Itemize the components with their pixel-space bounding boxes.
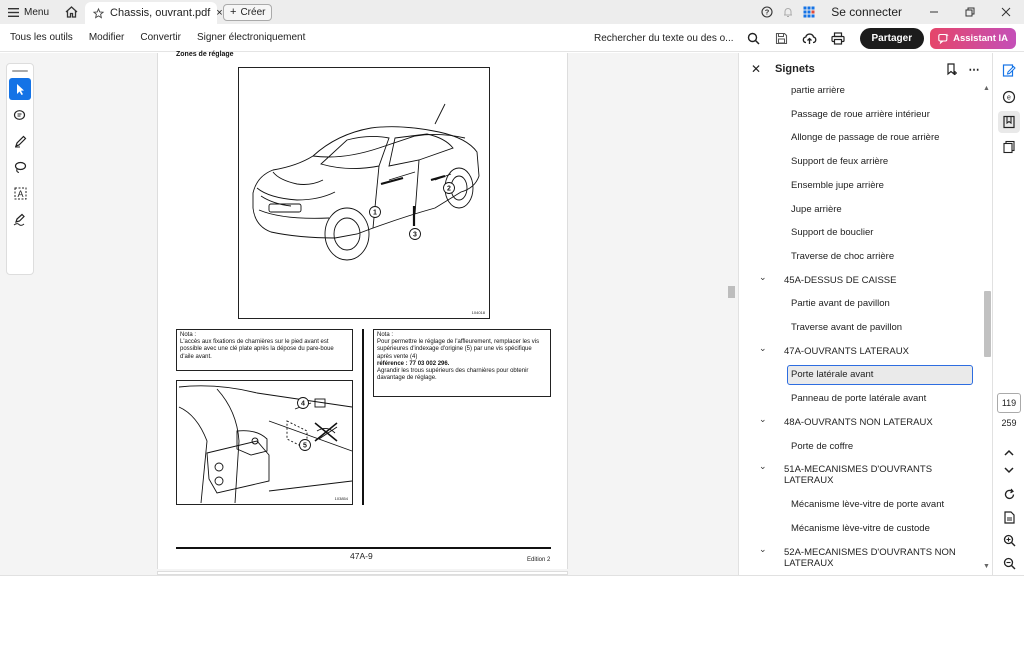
home-button[interactable] bbox=[57, 0, 85, 24]
zoom-out-button[interactable] bbox=[998, 552, 1020, 574]
zoom-in-button[interactable] bbox=[998, 529, 1020, 551]
tab-title: Chassis, ouvrant.pdf bbox=[110, 7, 211, 19]
page-number: 47A-9 bbox=[350, 551, 373, 561]
document-scrollbar[interactable] bbox=[727, 53, 736, 575]
star-icon[interactable] bbox=[93, 8, 104, 19]
chevron-down-icon bbox=[1004, 467, 1014, 474]
current-page-input[interactable]: 119 bbox=[997, 393, 1021, 413]
svg-text:?: ? bbox=[764, 7, 770, 17]
text-box-icon bbox=[14, 187, 27, 200]
chevron-up-icon bbox=[1004, 449, 1014, 456]
text-tool[interactable] bbox=[9, 182, 31, 204]
hinge-illustration bbox=[177, 381, 352, 504]
scroll-up-arrow[interactable]: ▲ bbox=[983, 85, 990, 92]
restore-icon bbox=[965, 7, 975, 17]
menu-label: Menu bbox=[24, 6, 50, 18]
expand-chevron-icon[interactable]: ⌄ bbox=[759, 413, 767, 424]
note-1-text: Nota : L'accès aux fixations de charnières sur le pied avant est possible avec une clé plate après la dépose du pare-boue d'aile avant. bbox=[180, 332, 334, 360]
plus-icon: + bbox=[230, 6, 237, 18]
zoom-out-icon bbox=[1003, 557, 1016, 570]
draw-tool[interactable] bbox=[9, 130, 31, 152]
create-button[interactable] bbox=[223, 4, 272, 21]
rotate-button[interactable] bbox=[998, 483, 1020, 505]
bookmark-section[interactable]: 48A-OUVRANTS NON LATERAUX bbox=[784, 416, 933, 428]
bookmark-item[interactable]: Mécanisme lève-vitre de custode bbox=[791, 522, 930, 534]
car-figure bbox=[238, 67, 490, 319]
toolbar-right bbox=[594, 24, 1016, 52]
title-bar bbox=[0, 0, 1024, 24]
ai-assistant-label: Assistant IA bbox=[953, 32, 1008, 44]
menu-all-tools[interactable]: Tous les outils bbox=[10, 32, 73, 43]
search-icon[interactable] bbox=[742, 26, 766, 50]
bookmark-item[interactable]: partie arrière bbox=[791, 85, 845, 96]
figure-1-id: 104018 bbox=[471, 310, 485, 315]
hamburger-icon bbox=[8, 8, 19, 17]
expand-chevron-icon[interactable]: ⌄ bbox=[759, 271, 767, 282]
right-rail bbox=[992, 53, 1024, 575]
pencil-icon bbox=[14, 135, 27, 148]
bookmark-item[interactable]: Support de feux arrière bbox=[791, 156, 889, 168]
comment-tool[interactable] bbox=[9, 104, 31, 126]
figure-2-id: 103854 bbox=[334, 496, 348, 501]
hinge-figure bbox=[176, 380, 353, 505]
edition-label: Edition 2 bbox=[527, 557, 551, 563]
bell-icon[interactable] bbox=[777, 0, 798, 24]
signature-pen-icon bbox=[13, 213, 27, 226]
add-bookmark-icon[interactable] bbox=[941, 63, 963, 76]
lasso-tool[interactable] bbox=[9, 156, 31, 178]
expand-chevron-icon[interactable]: ⌄ bbox=[759, 342, 767, 353]
total-pages: 259 bbox=[1001, 418, 1017, 428]
bookmarks-header bbox=[739, 53, 993, 85]
svg-text:e: e bbox=[1007, 94, 1011, 102]
menu-button[interactable] bbox=[0, 0, 57, 24]
callout-3: 3 bbox=[413, 231, 417, 239]
quick-tools-bar bbox=[6, 63, 34, 275]
bookmark-section[interactable]: 51A-MECANISMES D'OUVRANTS LATERAUX bbox=[784, 464, 933, 487]
bookmark-item[interactable]: Traverse avant de pavillon bbox=[791, 322, 903, 333]
bookmarks-rail-button[interactable] bbox=[998, 111, 1020, 133]
rotate-icon bbox=[1003, 488, 1016, 501]
close-tab-icon[interactable]: × bbox=[216, 7, 223, 19]
bookmark-item[interactable]: Jupe arrière bbox=[791, 203, 842, 215]
car-illustration bbox=[239, 68, 489, 318]
document-viewer bbox=[0, 53, 738, 575]
bookmark-item[interactable]: Ensemble jupe arrière bbox=[791, 179, 884, 191]
sign-tool[interactable] bbox=[9, 208, 31, 230]
bookmark-icon bbox=[1002, 115, 1016, 129]
close-panel-icon[interactable]: ✕ bbox=[751, 62, 762, 76]
more-options-icon[interactable]: ⋯ bbox=[968, 63, 980, 76]
svg-text:A: A bbox=[16, 188, 24, 199]
save-icon[interactable] bbox=[770, 26, 794, 50]
bookmark-section[interactable]: 52A-MECANISMES D'OUVRANTS NON LATERAUX bbox=[784, 546, 956, 569]
scroll-down-arrow[interactable]: ▼ bbox=[983, 563, 990, 570]
page-fit-button[interactable] bbox=[998, 506, 1020, 528]
bookmarks-scrollbar-thumb[interactable] bbox=[984, 291, 991, 357]
zoom-in-icon bbox=[1003, 534, 1016, 547]
note-1 bbox=[176, 329, 353, 371]
document-scrollbar-thumb[interactable] bbox=[728, 286, 735, 298]
toolbar bbox=[0, 24, 1024, 52]
minimize-icon bbox=[929, 7, 939, 17]
callout-5: 5 bbox=[303, 442, 307, 450]
help-icon[interactable] bbox=[756, 0, 777, 24]
column-divider bbox=[362, 329, 364, 505]
create-label: Créer bbox=[240, 6, 266, 18]
restore-button[interactable] bbox=[952, 0, 988, 24]
print-icon[interactable] bbox=[826, 26, 850, 50]
bookmark-item[interactable]: Partie avant de pavillon bbox=[791, 298, 890, 310]
pages-rail-button[interactable] bbox=[998, 136, 1020, 158]
cursor-icon bbox=[14, 83, 26, 96]
bookmark-item[interactable]: Passage de roue arrière intérieur bbox=[791, 108, 930, 120]
note-2-intro: Nota : Pour permettre le réglage de l'affleurement, remplacer les vis supérieures d'indexage d'origine (5) par une vis spécifique après vente (4) bbox=[377, 332, 540, 360]
copy-pages-icon bbox=[1002, 140, 1016, 154]
share-button[interactable]: Partager bbox=[860, 28, 925, 49]
title-bar-right bbox=[756, 0, 1024, 24]
note-2-reference: référence : 77 03 002 296. bbox=[377, 360, 450, 367]
callout-1: 1 bbox=[373, 209, 377, 217]
menu-e-sign[interactable]: Signer électroniquement bbox=[196, 32, 306, 43]
select-tool[interactable] bbox=[9, 78, 31, 100]
bookmark-item[interactable]: Allonge de passage de roue arrière bbox=[791, 132, 940, 144]
lasso-icon bbox=[14, 161, 27, 174]
sign-in-button[interactable]: Se connecter bbox=[831, 5, 902, 19]
bookmark-item[interactable]: Panneau de porte latérale avant bbox=[791, 393, 927, 405]
footer-rule bbox=[176, 547, 551, 549]
ai-assistant-icon bbox=[938, 33, 949, 44]
expand-chevron-icon[interactable]: ⌄ bbox=[759, 543, 767, 554]
bookmark-item[interactable]: Support de bouclier bbox=[791, 227, 874, 239]
callout-2: 2 bbox=[447, 185, 451, 193]
bookmarks-panel bbox=[738, 53, 992, 575]
drag-handle[interactable] bbox=[12, 70, 28, 72]
minimize-button[interactable] bbox=[916, 0, 952, 24]
comment-icon bbox=[13, 109, 27, 122]
document-tab[interactable] bbox=[85, 2, 223, 24]
bookmark-section[interactable]: 47A-OUVRANTS LATERAUX bbox=[784, 345, 909, 357]
menu-convert[interactable]: Convertir bbox=[140, 32, 181, 43]
close-window-button[interactable] bbox=[988, 0, 1024, 24]
expand-chevron-icon[interactable]: ⌄ bbox=[759, 461, 767, 472]
callout-4: 4 bbox=[301, 400, 305, 408]
edit-pdf-rail-button[interactable] bbox=[998, 59, 1020, 81]
note-2 bbox=[373, 329, 551, 397]
bookmarks-title: Signets bbox=[775, 63, 815, 75]
bookmark-item[interactable]: Porte de coffre bbox=[791, 440, 854, 452]
home-icon bbox=[65, 6, 78, 18]
menu-edit[interactable]: Modifier bbox=[88, 32, 125, 43]
next-page-button[interactable] bbox=[998, 459, 1020, 481]
bookmark-item[interactable]: Porte latérale avant bbox=[787, 365, 973, 385]
document-fit-icon bbox=[1003, 511, 1016, 524]
blank-bottom-area bbox=[0, 575, 1024, 645]
note-2-end: Agrandir les trous supérieurs des charnières pour obtenir davantage de réglage. bbox=[377, 368, 529, 382]
apps-grid-icon[interactable] bbox=[798, 0, 819, 24]
bookmark-item[interactable]: Mécanisme lève-vitre de porte avant bbox=[791, 499, 945, 511]
close-icon bbox=[1001, 7, 1011, 17]
bookmark-item[interactable]: Traverse de choc arrière bbox=[791, 250, 895, 262]
pdf-page bbox=[157, 53, 568, 569]
zones-label: Zones de réglage bbox=[176, 51, 234, 58]
search-text-field[interactable]: Rechercher du texte ou des o... bbox=[593, 32, 734, 44]
bookmark-section[interactable]: 45A-DESSUS DE CAISSE bbox=[784, 274, 897, 286]
cloud-upload-icon[interactable] bbox=[798, 26, 822, 50]
comment-badge-icon bbox=[1002, 90, 1016, 104]
edit-pdf-icon bbox=[1002, 63, 1016, 77]
comment-rail-button[interactable] bbox=[998, 86, 1020, 108]
ai-assistant-button[interactable] bbox=[930, 28, 1016, 49]
